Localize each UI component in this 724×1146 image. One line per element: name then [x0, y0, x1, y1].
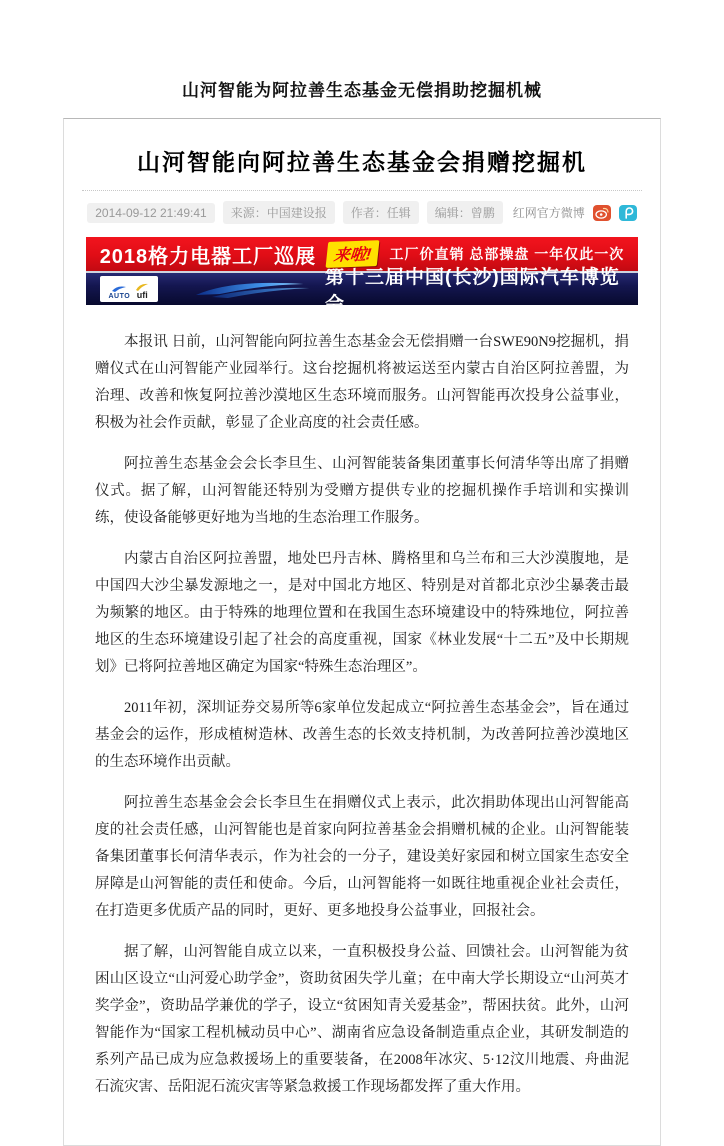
- ad-gree-tagline: 工厂价直销 总部操盘 一年仅此一次: [389, 246, 625, 262]
- auto-logo: [108, 285, 130, 300]
- auto-logo-swoosh-icon: [111, 285, 127, 293]
- page-title: 山河智能为阿拉善生态基金无偿捐助挖掘机械: [182, 81, 542, 100]
- sina-weibo-icon[interactable]: [593, 204, 611, 222]
- ufi-logo-text: ufi: [136, 290, 148, 300]
- ufi-logo: [135, 283, 149, 300]
- title-divider: [82, 190, 642, 191]
- ad-gree-title: 2018格力电器工厂巡展: [99, 245, 317, 268]
- article-paragraph: 内蒙古自治区阿拉善盟，地处巴丹吉林、腾格里和乌兰布和三大沙漠腹地，是中国四大沙尘暴发源地之一，是对中国北方地区、特别是对首都北京沙尘暴袭击最为频繁的地区。由于特殊的地理位置和在我国生态环境建设中的特殊地位，阿拉善地区的生态环境建设引起了社会的高度重视，国家《林业发展“十二五”及中长期规划》已将阿拉善地区确定为国家“特殊生态治理区”。: [95, 551, 629, 675]
- meta-author: 作者：任辑: [343, 201, 419, 224]
- meta-source: 来源：中国建设报: [223, 201, 335, 224]
- auto-logo-text: AUTO: [108, 293, 131, 300]
- article-paragraph: 据了解，山河智能自成立以来，一直积极投身公益、回馈社会。山河智能为贫困山区设立“山河爱心助学金”，资助贫困失学儿童；在中南大学长期设立“山河英才奖学金”，资助品学兼优的学子，设立“贫困知青关爱基金”，帮困扶贫。此外，山河智能作为“国家工程机械动员中心”、湖南省应急设备制造重点企业，其研发制造的系列产品已成为应急救援场上的重要装备，在2008年冰灾、5·12汶川地震、舟曲泥石流灾害、岳阳泥石流灾害等紧急救援工作现场都发挥了重大作用。: [95, 944, 629, 1095]
- article-paragraph: 本报讯 日前，山河智能向阿拉善生态基金会无偿捐赠一台SWE90N9挖掘机，捐赠仪式在山河智能产业园举行。这台挖掘机将被运送至内蒙古自治区阿拉善盟，为治理、改善和恢复阿拉善沙漠地区生态环境而服务。山河智能再次投身公益事业，积极为社会作贡献，彰显了企业高度的社会责任感。: [95, 334, 629, 431]
- meta-datetime: 2014-09-12 21:49:41: [87, 203, 214, 223]
- tencent-weibo-icon[interactable]: [619, 204, 637, 222]
- ad-expo-logo-box: [100, 276, 158, 302]
- article-container: [63, 118, 661, 1146]
- article-meta: [80, 201, 644, 224]
- banner-ad-auto-expo[interactable]: [86, 267, 638, 315]
- ad-gree-badge: 来啦!: [326, 240, 380, 268]
- article-paragraph: 2011年初，深圳证券交易所等6家单位发起成立“阿拉善生态基金会”，旨在通过基金会的运作，形成植树造林、改善生态的长效支持机制，为改善阿拉善沙漠地区的生态环境作出贡献。: [95, 700, 629, 770]
- article-paragraph: 阿拉善生态基金会会长李旦生、山河智能装备集团董事长何清华等出席了捐赠仪式。据了解，山河智能还特别为受赠方提供专业的挖掘机操作手培训和实操训练，使设备能够更好地为当地的生态治理工作服务。: [95, 456, 629, 526]
- article-body: [95, 329, 629, 1101]
- weibo-label: 红网官方微博: [512, 206, 585, 220]
- ad-expo-title: 第十三届中国(长沙)国际汽车博览会: [325, 267, 620, 315]
- car-swoosh-icon: [192, 277, 311, 301]
- article-title: 山河智能向阿拉善生态基金会捐赠挖掘机: [137, 150, 587, 175]
- meta-editor: 编辑：曾鹏: [427, 201, 503, 224]
- article-paragraph: 阿拉善生态基金会会长李旦生在捐赠仪式上表示，此次捐助体现出山河智能高度的社会责任感，山河智能也是首家向阿拉善基金会捐赠机械的企业。山河智能装备集团董事长何清华表示，作为社会的一分子，建设美好家园和树立国家生态安全屏障是山河智能的责任和使命。今后，山河智能将一如既往地重视企业社会责任，在打造更多优质产品的同时，更好、更多地投身公益事业，回报社会。: [95, 795, 629, 919]
